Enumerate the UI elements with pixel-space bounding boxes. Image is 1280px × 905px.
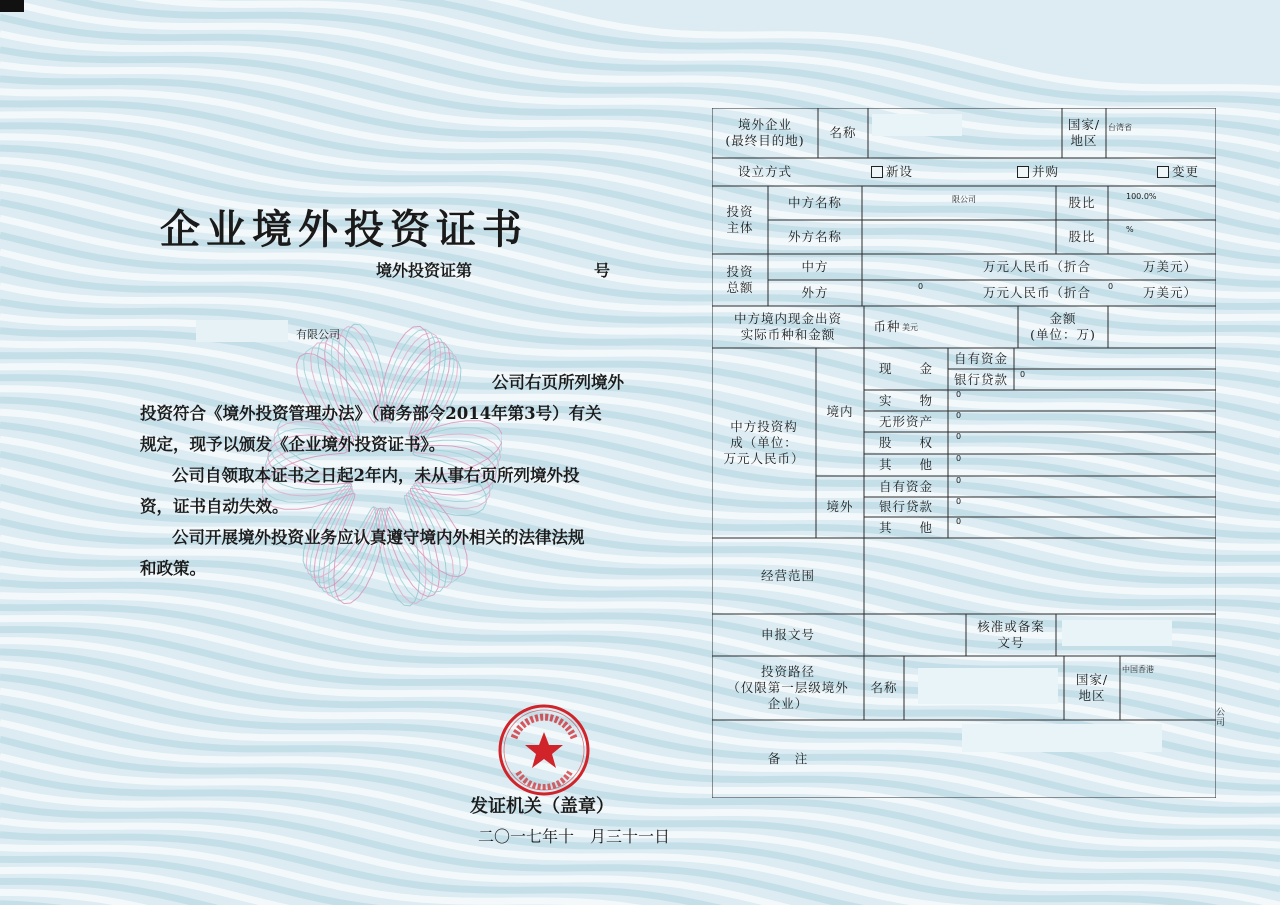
cut-off-text: 公 司 — [1216, 708, 1226, 728]
foreign-share-label: 股比 — [1068, 229, 1096, 244]
body-line: 和政策。 — [140, 559, 206, 578]
investment-route-label: 投资路径 （仅限第一层级境外 企业） — [727, 664, 849, 711]
option-change-label: 变更 — [1171, 164, 1199, 179]
redacted-route-name — [918, 668, 1058, 704]
overseas-own-value: 0 — [956, 476, 962, 485]
checkbox-merge[interactable] — [1017, 166, 1029, 178]
body-line: 资，证书自动失效。 — [140, 497, 289, 516]
cn-share-value: 100.0% — [1126, 192, 1157, 201]
certificate-number-suffix: 号 — [594, 261, 611, 280]
cn-side-label: 中方 — [801, 259, 829, 274]
redacted-approval-number — [1062, 620, 1172, 646]
foreign-name-label: 外方名称 — [787, 229, 842, 244]
overseas-other-label: 其 他 — [878, 519, 933, 535]
issuing-authority: 发证机关（盖章） — [470, 796, 614, 817]
option-new-label: 新设 — [885, 164, 913, 179]
body-line: 公司开展境外投资业务应认真遵守境内外相关的法律法规 — [172, 528, 585, 547]
other-label: 其 他 — [878, 457, 933, 472]
foreign-rmb-value: 0 — [918, 282, 924, 291]
red-star-seal-icon — [496, 702, 592, 798]
cn-name-value: 限公司 — [952, 195, 976, 204]
cn-rmb-label: 万元人民币（折合 — [982, 259, 1091, 274]
redacted-name — [872, 114, 962, 136]
name-label: 名称 — [829, 125, 857, 140]
foreign-usd-value: 0 — [1108, 282, 1114, 291]
overseas-label: 境外 — [826, 499, 854, 514]
foreign-share-value: % — [1126, 225, 1134, 234]
overseas-other-value: 0 — [956, 517, 962, 526]
overseas-bank-loan-label: 银行贷款 — [878, 499, 933, 514]
option-change[interactable] — [1148, 158, 1208, 186]
company-suffix: 有限公司 — [296, 328, 340, 341]
checkbox-change[interactable] — [1157, 166, 1169, 178]
overseas-own-funds-label: 自有资金 — [878, 478, 933, 494]
foreign-rmb-label: 万元人民币（折合 — [982, 285, 1091, 300]
scan-corner-mark — [0, 0, 24, 12]
country-value: 台湾省 — [1108, 123, 1132, 132]
cn-usd-label: 万美元） — [1142, 259, 1197, 274]
domestic-label: 境内 — [826, 404, 854, 419]
redacted-remarks — [962, 724, 1162, 752]
foreign-usd-label: 万美元） — [1142, 285, 1197, 300]
issue-date: 二〇一七年十 月三十一日 — [478, 827, 671, 846]
option-merge-label: 并购 — [1031, 164, 1059, 179]
redacted-company-name — [196, 320, 288, 342]
route-country-label: 国家/ 地区 — [1075, 672, 1109, 703]
currency-label: 币种 — [873, 319, 901, 334]
bank-loan-value: 0 — [1020, 370, 1026, 379]
equity-label: 股 权 — [878, 435, 933, 450]
document-title: 企业境外投资证书 — [160, 206, 528, 253]
composition-label: 中方投资构 成（单位： 万元人民币） — [723, 419, 805, 466]
own-funds-label: 自有资金 — [953, 350, 1008, 366]
country-label: 国家/ 地区 — [1067, 117, 1101, 148]
investment-details-table — [712, 108, 1216, 798]
route-name-label: 名称 — [870, 680, 898, 695]
overseas-bank-value: 0 — [956, 497, 962, 506]
option-merge[interactable] — [1008, 158, 1068, 186]
filing-number-label: 申报文号 — [760, 627, 815, 642]
currency-value: 美元 — [902, 323, 918, 332]
other-value: 0 — [956, 454, 962, 463]
body-line: 投资符合《境外投资管理办法》（商务部令2014年第3号）有关 — [140, 404, 602, 423]
body-line: 规定，现予以颁发《企业境外投资证书》。 — [140, 435, 446, 454]
investor-label: 投资 主体 — [726, 204, 754, 235]
cash-contribution-label: 中方境内现金出资 实际币种和金额 — [733, 311, 842, 342]
business-scope-label: 经营范围 — [760, 568, 815, 583]
cn-name-label: 中方名称 — [787, 195, 842, 210]
cn-share-label: 股比 — [1068, 195, 1096, 210]
total-investment-label: 投资 总额 — [726, 264, 754, 295]
setup-method-label: 设立方式 — [737, 164, 792, 179]
physical-value: 0 — [956, 390, 962, 399]
amount-label: 金额 (单位：万) — [1030, 311, 1096, 342]
checkbox-new[interactable] — [871, 166, 883, 178]
overseas-enterprise-label: 境外企业 (最终目的地) — [725, 117, 805, 148]
certificate-number-label: 境外投资证第 — [376, 261, 473, 280]
remarks-label: 备 注 — [767, 751, 809, 766]
cash-row-label: 现 金 — [878, 361, 933, 376]
equity-value: 0 — [956, 432, 962, 441]
option-new[interactable] — [862, 158, 922, 186]
bank-loan-label: 银行贷款 — [953, 371, 1008, 387]
route-country-value: 中国香港 — [1122, 665, 1154, 674]
intangible-value: 0 — [956, 411, 962, 420]
approval-number-label: 核准或备案 文号 — [977, 619, 1045, 650]
body-line: 公司自领取本证书之日起2年内，未从事右页所列境外投 — [172, 466, 580, 485]
intangible-label: 无形资产 — [878, 413, 933, 429]
physical-label: 实 物 — [878, 392, 933, 408]
foreign-side-label: 外方 — [801, 285, 829, 300]
body-line: 公司右页所列境外 — [492, 373, 624, 392]
